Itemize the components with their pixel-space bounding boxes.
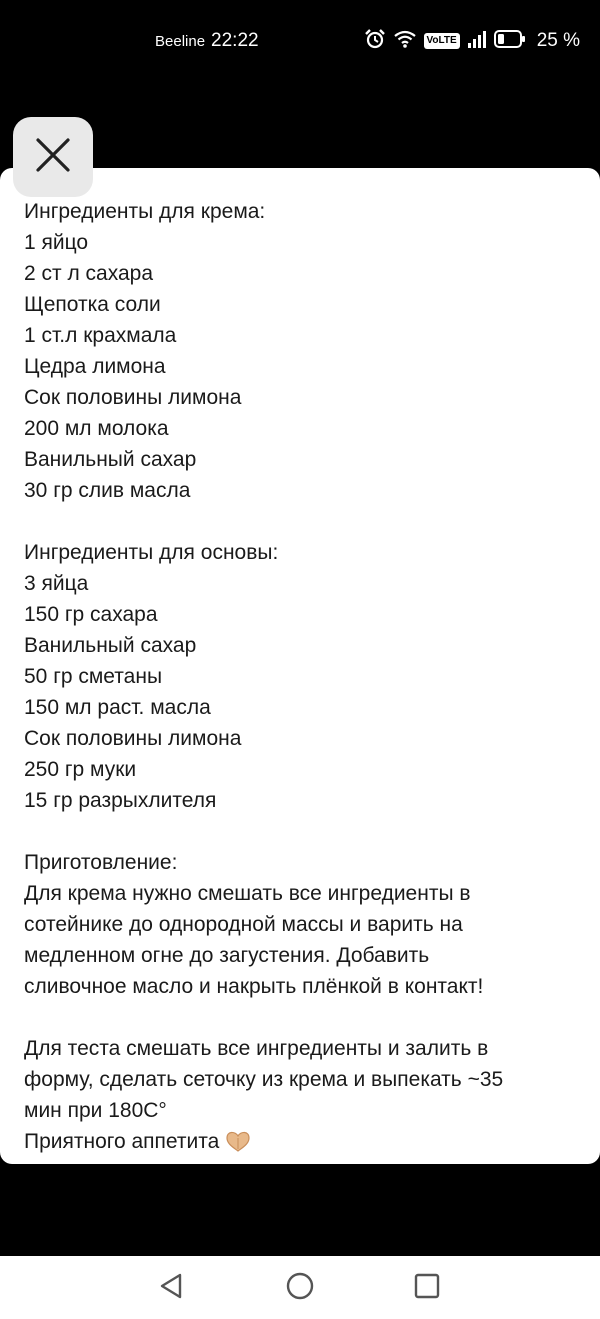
battery-percent: 25 % [536, 30, 580, 51]
post-text-line [24, 909, 584, 940]
post-text-line-content: 200 мл молока [24, 417, 169, 440]
volte-badge: VoLTE [424, 33, 460, 49]
post-text [24, 196, 584, 1157]
post-text-line-content: 30 гр слив масла [24, 479, 191, 502]
post-text-line [24, 289, 584, 320]
wifi-icon [393, 29, 417, 54]
post-text-line-content: 2 ст л сахара [24, 262, 154, 285]
navigation-bar [0, 1256, 600, 1319]
post-text-line-content: 50 гр сметаны [24, 665, 163, 688]
alarm-icon [364, 28, 386, 55]
post-text-line-content: Приятного аппетита [24, 1130, 220, 1153]
post-text-line [24, 413, 584, 444]
post-text-line-content: форму, сделать сеточку из крема и выпекать ~35 [24, 1068, 504, 1091]
post-text-line [24, 196, 584, 227]
clock: 22:22 [211, 30, 259, 51]
post-text-line-content: Для крема нужно смешать все ингредиенты в [24, 882, 471, 905]
signal-icon [467, 30, 487, 53]
post-text-line [24, 1095, 584, 1126]
post-text-line-content: Цедра лимона [24, 355, 166, 378]
post-text-line [24, 1033, 584, 1064]
post-text-line-content: Ингредиенты для основы: [24, 541, 279, 564]
back-triangle-icon [158, 1272, 184, 1305]
post-text-line-content: Сок половины лимона [24, 727, 242, 750]
post-text-line-content: мин при 180С° [24, 1099, 167, 1122]
post-text-line [24, 785, 584, 816]
status-bar [0, 0, 600, 84]
post-text-line-content: 3 яйца [24, 572, 89, 595]
post-text-line [24, 444, 584, 475]
post-text-line-content: 1 яйцо [24, 231, 89, 254]
back-button[interactable] [153, 1270, 189, 1306]
post-text-line [24, 630, 584, 661]
post-text-line [24, 816, 584, 847]
post-text-line-content: Для теста смешать все ингредиенты и залить в [24, 1037, 489, 1060]
post-text-line-content: сотейнике до однородной массы и варить на [24, 913, 463, 936]
post-text-line [24, 971, 584, 1002]
home-button[interactable] [282, 1270, 318, 1306]
post-text-line [24, 661, 584, 692]
post-text-line [24, 1126, 584, 1157]
post-text-line [24, 754, 584, 785]
close-icon [35, 137, 71, 178]
post-text-line [24, 506, 584, 537]
post-text-line [24, 227, 584, 258]
post-text-line-content: Ванильный сахар [24, 634, 197, 657]
post-text-line [24, 1002, 584, 1033]
post-text-line [24, 475, 584, 506]
post-text-line-content: 150 гр сахара [24, 603, 158, 626]
post-text-line [24, 382, 584, 413]
post-text-line-content: сливочное масло и накрыть плёнкой в контакт! [24, 975, 484, 998]
post-text-line-content: Ванильный сахар [24, 448, 197, 471]
post-text-line-content: 250 гр муки [24, 758, 137, 781]
carrier-name: Beeline [155, 33, 206, 50]
heart-hands-emoji-icon [225, 1130, 251, 1161]
battery-icon [494, 30, 526, 53]
post-text-line-content: медленном огне до загустения. Добавить [24, 944, 430, 967]
home-circle-icon [285, 1271, 315, 1306]
recents-button[interactable] [409, 1270, 445, 1306]
post-text-line-content: Ингредиенты для крема: [24, 200, 266, 223]
post-text-line [24, 940, 584, 971]
recents-square-icon [413, 1272, 441, 1305]
post-text-line [24, 537, 584, 568]
status-left [155, 30, 259, 52]
post-text-line [24, 258, 584, 289]
post-text-line [24, 1064, 584, 1095]
post-text-line [24, 878, 584, 909]
post-text-line-content: Приготовление: [24, 851, 178, 874]
post-text-line [24, 351, 584, 382]
post-text-line [24, 847, 584, 878]
post-text-line [24, 723, 584, 754]
post-text-line-content: Щепотка соли [24, 293, 161, 316]
post-text-line [24, 599, 584, 630]
post-text-line-content: 150 мл раст. масла [24, 696, 211, 719]
post-text-line-content: 1 ст.л крахмала [24, 324, 177, 347]
post-text-line [24, 568, 584, 599]
close-button[interactable] [13, 117, 93, 197]
post-text-line [24, 692, 584, 723]
status-right [364, 28, 581, 54]
post-text-line-content: 15 гр разрыхлителя [24, 789, 217, 812]
post-text-line-content: Сок половины лимона [24, 386, 242, 409]
post-text-line [24, 320, 584, 351]
